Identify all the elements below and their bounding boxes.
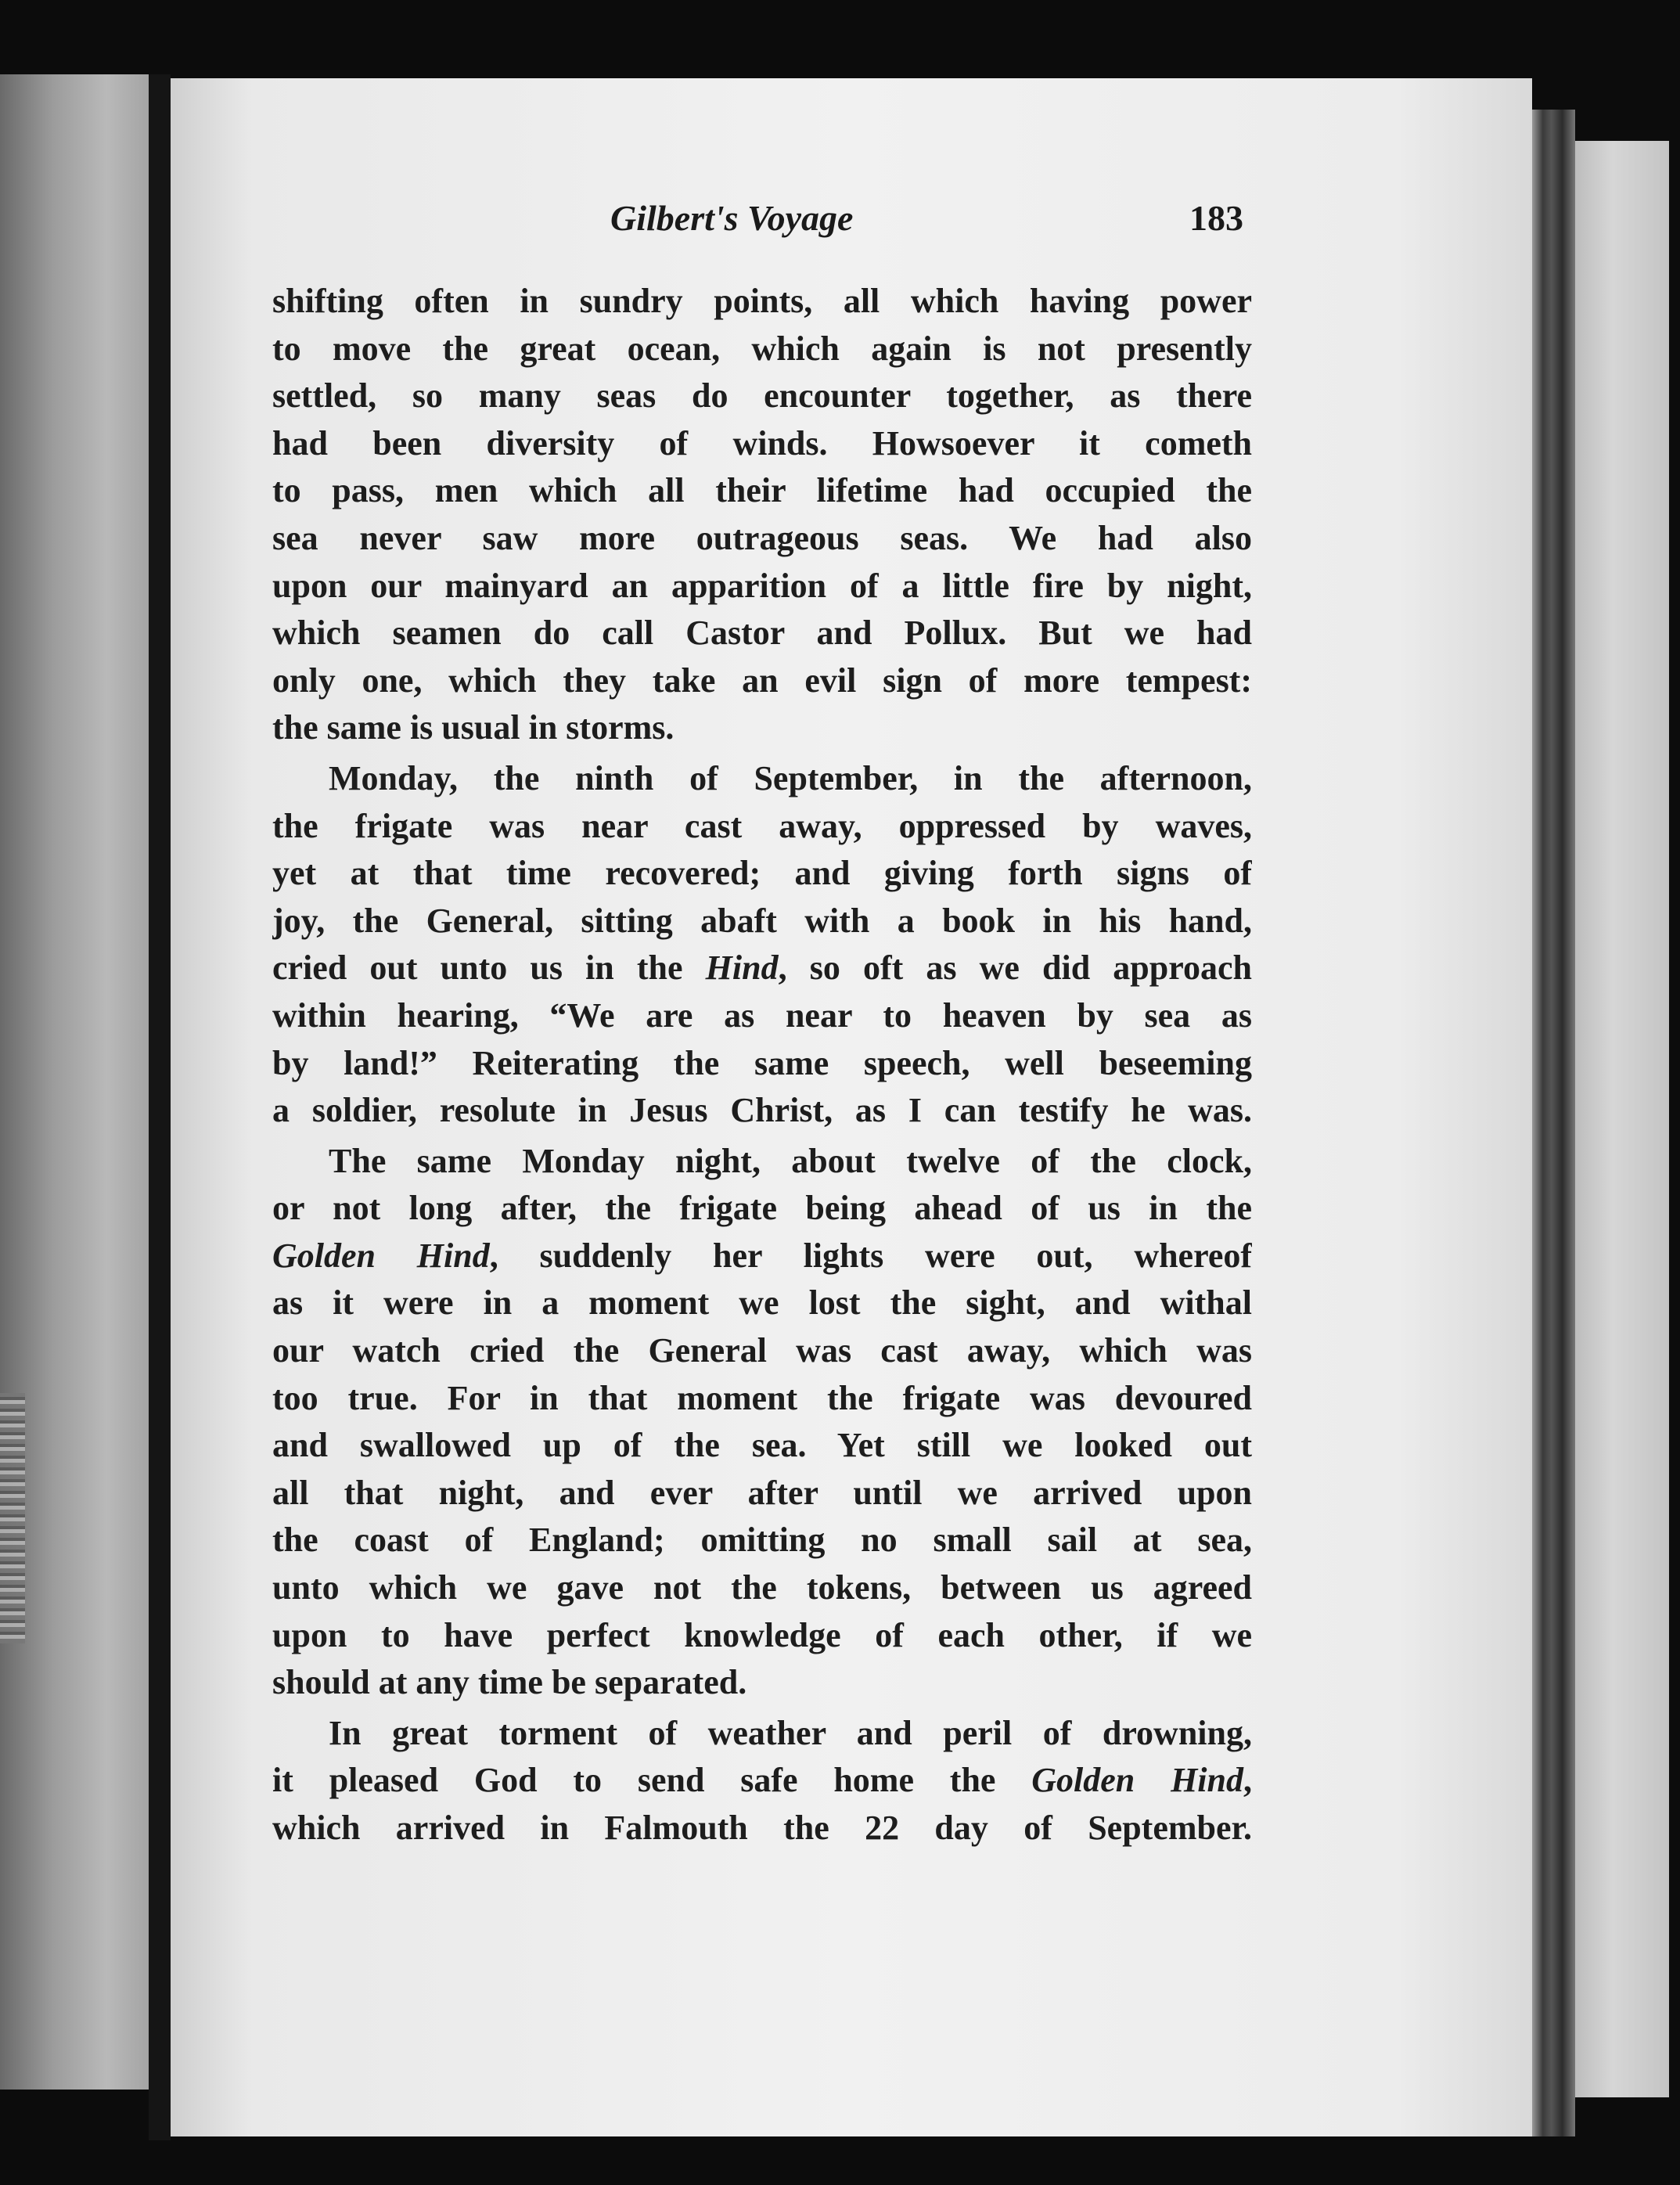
paragraph xyxy=(272,755,1252,1135)
text-line: Monday, the ninth of September, in the afternoon, xyxy=(329,758,1252,797)
text-line: unto which we gave not the tokens, between us agreed xyxy=(272,1568,1252,1607)
text-line: joy, the General, sitting abaft with a book in his hand, xyxy=(272,901,1252,940)
text-line: the coast of England; omitting no small sail at sea, xyxy=(272,1521,1252,1560)
book-gutter xyxy=(149,74,171,2140)
facing-page-edge xyxy=(0,74,153,2090)
text-line: by land!” Reiterating the same speech, well beseeming xyxy=(272,1043,1252,1082)
page-edge-shadow xyxy=(1532,110,1575,2136)
paragraph xyxy=(272,1138,1252,1707)
text-line: it pleased God to send safe home the Golden Hind, xyxy=(272,1761,1252,1800)
text-line: yet at that time recovered; and giving forth signs of xyxy=(272,854,1252,893)
text-line: Golden Hind, suddenly her lights were out, whereof xyxy=(272,1236,1252,1275)
text-line: settled, so many seas do encounter together, as there xyxy=(272,376,1252,416)
body-text xyxy=(272,278,1252,1852)
text-line: or not long after, the frigate being ahead of us in the xyxy=(272,1189,1252,1228)
text-line: the same is usual in storms. xyxy=(272,708,675,747)
text-line: as it were in a moment we lost the sight, and withal xyxy=(272,1283,1252,1323)
text-line: In great torment of weather and peril of drowning, xyxy=(329,1713,1252,1752)
running-title: Gilbert's Voyage xyxy=(610,198,854,238)
right-margin xyxy=(1575,141,1669,2097)
text-line: too true. For in that moment the frigate was devoured xyxy=(272,1378,1252,1417)
text-line: all that night, and ever after until we arrived upon xyxy=(272,1473,1252,1512)
paragraph xyxy=(272,278,1252,752)
text-line: to move the great ocean, which again is not presently xyxy=(272,329,1252,368)
text-line: had been diversity of winds. Howsoever it cometh xyxy=(272,423,1252,463)
text-line: only one, which they take an evil sign of more tempest: xyxy=(272,661,1252,700)
text-line: should at any time be separated. xyxy=(272,1663,747,1702)
text-line: which seamen do call Castor and Pollux. But we had xyxy=(272,614,1252,653)
text-line: cried out unto us in the Hind, so oft as we did approach xyxy=(272,949,1252,988)
text-line: the frigate was near cast away, oppressed by waves, xyxy=(272,806,1252,845)
text-line: upon to have perfect knowledge of each other, if we xyxy=(272,1615,1252,1654)
text-line: and swallowed up of the sea. Yet still we looked out xyxy=(272,1426,1252,1465)
text-line: The same Monday night, about twelve of the clock, xyxy=(329,1141,1252,1180)
paragraph xyxy=(272,1710,1252,1852)
text-line: to pass, men which all their lifetime had occupied the xyxy=(272,471,1252,510)
page-number: 183 xyxy=(1189,198,1243,238)
text-line: a soldier, resolute in Jesus Christ, as I can testify he was. xyxy=(272,1091,1252,1130)
facing-page-illustration-fragment xyxy=(0,1393,25,1643)
text-line: our watch cried the General was cast away, which was xyxy=(272,1331,1252,1370)
text-line: shifting often in sundry points, all which having power xyxy=(272,282,1252,320)
text-line: which arrived in Falmouth the 22 day of September. xyxy=(272,1809,1252,1847)
text-line: sea never saw more outrageous seas. We had also xyxy=(272,518,1252,557)
text-line: upon our mainyard an apparition of a little fire by night, xyxy=(272,566,1252,605)
text-line: within hearing, “We are as near to heaven by sea as xyxy=(272,995,1252,1035)
